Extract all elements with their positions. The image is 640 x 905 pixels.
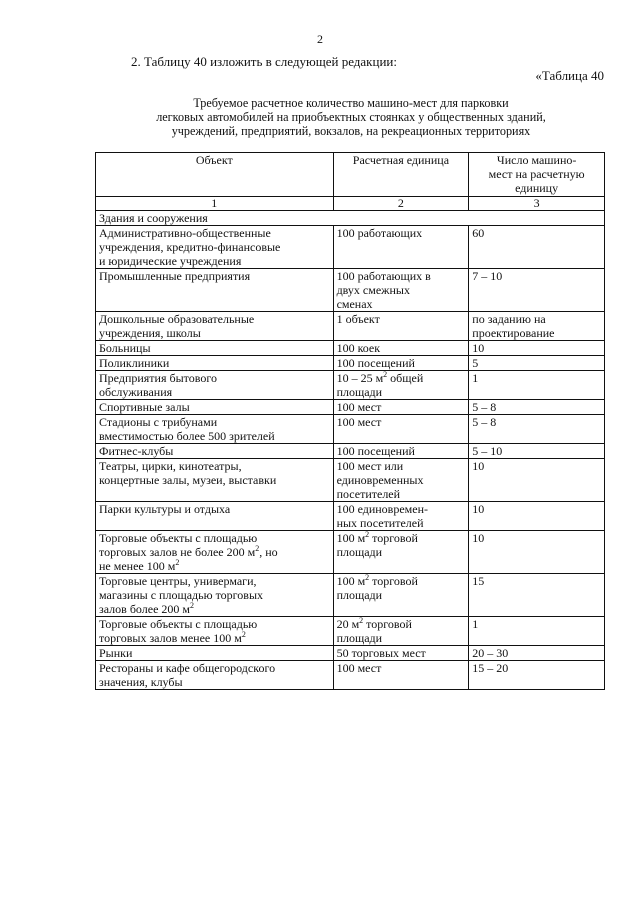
value-cell bbox=[469, 459, 605, 502]
cell-line: 1 bbox=[472, 371, 479, 385]
value-cell bbox=[469, 371, 605, 400]
cell-line: 10 – 25 $м^2$ общей bbox=[336, 370, 424, 385]
table-row bbox=[96, 226, 605, 269]
header-line: Расчетная единица bbox=[352, 153, 450, 167]
header-line: мест на расчетную bbox=[488, 167, 585, 181]
column-number-row bbox=[96, 197, 605, 211]
cell-line: обслуживания bbox=[99, 385, 173, 399]
cell-line: 5 – 10 bbox=[472, 444, 503, 458]
value-cell bbox=[469, 502, 605, 531]
header-unit bbox=[333, 153, 469, 197]
object-cell bbox=[96, 574, 334, 617]
cell-line: и юридические учреждения bbox=[99, 254, 242, 268]
cell-line: 10 bbox=[472, 531, 485, 545]
cell-line: учреждения, кредитно-финансовые bbox=[99, 240, 281, 254]
cell-line: 100 мест bbox=[336, 661, 382, 675]
unit-cell bbox=[333, 574, 469, 617]
section-title: Здания и сооружения bbox=[96, 211, 605, 226]
unit-cell bbox=[333, 341, 469, 356]
cell-line: 10 bbox=[472, 502, 485, 516]
unit-cell bbox=[333, 444, 469, 459]
cell-line: 100 работающих bbox=[336, 226, 423, 240]
cell-line: Фитнес-клубы bbox=[99, 444, 174, 458]
unit-cell bbox=[333, 226, 469, 269]
cell-line: 100 единовремен- bbox=[336, 502, 429, 516]
cell-line: 100 $м^2$ торговой bbox=[336, 530, 418, 545]
table-row bbox=[96, 312, 605, 341]
parking-norms-table bbox=[95, 152, 605, 690]
cell-line: торговых залов менее 100 $м^2$ bbox=[99, 630, 246, 645]
cell-line: по заданию на bbox=[472, 312, 546, 326]
cell-line: 1 объект bbox=[336, 312, 380, 326]
object-cell bbox=[96, 341, 334, 356]
cell-line: 100 посещений bbox=[336, 356, 415, 370]
cell-line: 100 мест bbox=[336, 400, 382, 414]
object-cell bbox=[96, 661, 334, 690]
heading-line: Требуемое расчетное количество машино-мест для парковки bbox=[193, 96, 509, 110]
object-cell bbox=[96, 459, 334, 502]
cell-line: 100 мест или bbox=[336, 459, 404, 473]
cell-line: площади bbox=[336, 588, 383, 602]
cell-line: площади bbox=[336, 385, 383, 399]
cell-line: Торговые центры, универмаги, bbox=[99, 574, 257, 588]
cell-line: 50 торговых мест bbox=[336, 646, 426, 660]
value-cell bbox=[469, 341, 605, 356]
table-body bbox=[96, 211, 605, 690]
amendment-instruction: 2. Таблицу 40 изложить в следующей редакции: bbox=[131, 54, 397, 69]
table-row bbox=[96, 269, 605, 312]
cell-line: единовременных bbox=[336, 473, 424, 487]
table-caption: «Таблица 40 bbox=[535, 68, 604, 83]
cell-line: площади bbox=[336, 631, 383, 645]
cell-line: 5 bbox=[472, 356, 479, 370]
table-row bbox=[96, 415, 605, 444]
table-row bbox=[96, 341, 605, 356]
object-cell bbox=[96, 646, 334, 661]
cell-line: 60 bbox=[472, 226, 485, 240]
unit-cell bbox=[333, 661, 469, 690]
cell-line: 20 $м^2$ торговой bbox=[336, 616, 412, 631]
column-number: 3 bbox=[469, 197, 605, 211]
cell-line: 100 $м^2$ торговой bbox=[336, 573, 418, 588]
unit-cell bbox=[333, 269, 469, 312]
value-cell bbox=[469, 415, 605, 444]
cell-line: площади bbox=[336, 545, 383, 559]
section-row bbox=[96, 211, 605, 226]
unit-cell bbox=[333, 502, 469, 531]
object-cell bbox=[96, 502, 334, 531]
column-number: 1 bbox=[96, 197, 334, 211]
object-cell bbox=[96, 371, 334, 400]
table-row bbox=[96, 646, 605, 661]
cell-line: сменах bbox=[336, 297, 373, 311]
value-cell bbox=[469, 661, 605, 690]
cell-line: значения, клубы bbox=[99, 675, 183, 689]
cell-line: 5 – 8 bbox=[472, 415, 497, 429]
unit-cell bbox=[333, 415, 469, 444]
value-cell bbox=[469, 531, 605, 574]
cell-line: 100 мест bbox=[336, 415, 382, 429]
object-cell bbox=[96, 312, 334, 341]
value-cell bbox=[469, 444, 605, 459]
cell-line: вместимостью более 500 зрителей bbox=[99, 429, 275, 443]
object-cell bbox=[96, 226, 334, 269]
cell-line: 1 bbox=[472, 617, 479, 631]
object-cell bbox=[96, 400, 334, 415]
table-row bbox=[96, 356, 605, 371]
cell-line: учреждения, школы bbox=[99, 326, 201, 340]
header-value bbox=[469, 153, 605, 197]
heading-line: учреждений, предприятий, вокзалов, на рекреационных территориях bbox=[171, 124, 531, 138]
cell-line: ных посетителей bbox=[336, 516, 424, 530]
unit-cell bbox=[333, 646, 469, 661]
header-object bbox=[96, 153, 334, 197]
cell-line: 10 bbox=[472, 341, 485, 355]
cell-line: 15 bbox=[472, 574, 485, 588]
table-row bbox=[96, 617, 605, 646]
heading-line: легковых автомобилей на приобъектных стоянках у общественных зданий, bbox=[156, 110, 546, 124]
cell-line: 100 посещений bbox=[336, 444, 415, 458]
object-cell bbox=[96, 444, 334, 459]
cell-line: магазины с площадью торговых bbox=[99, 588, 264, 602]
cell-line: концертные залы, музеи, выставки bbox=[99, 473, 277, 487]
object-cell bbox=[96, 415, 334, 444]
cell-line: торговых залов не более 200 $м^2$, но bbox=[99, 544, 278, 559]
cell-line: не менее 100 $м^2$ bbox=[99, 558, 180, 573]
object-cell bbox=[96, 356, 334, 371]
table-heading bbox=[96, 96, 606, 138]
value-cell bbox=[469, 269, 605, 312]
cell-line: Административно-общественные bbox=[99, 226, 271, 240]
value-cell bbox=[469, 574, 605, 617]
cell-line: Предприятия бытового bbox=[99, 371, 217, 385]
cell-line: Торговые объекты с площадью bbox=[99, 617, 258, 631]
cell-line: Дошкольные образовательные bbox=[99, 312, 255, 326]
unit-cell bbox=[333, 531, 469, 574]
cell-line: 100 работающих в bbox=[336, 269, 431, 283]
cell-line: залов более 200 $м^2$ bbox=[99, 601, 195, 616]
cell-line: Спортивные залы bbox=[99, 400, 190, 414]
cell-line: Парки культуры и отдыха bbox=[99, 502, 231, 516]
value-cell bbox=[469, 312, 605, 341]
cell-line: Стадионы с трибунами bbox=[99, 415, 218, 429]
value-cell bbox=[469, 356, 605, 371]
cell-line: 100 коек bbox=[336, 341, 381, 355]
page-number: 2 bbox=[317, 32, 323, 46]
cell-line: 10 bbox=[472, 459, 485, 473]
cell-line: Рестораны и кафе общегородского bbox=[99, 661, 276, 675]
table-row bbox=[96, 531, 605, 574]
value-cell bbox=[469, 617, 605, 646]
cell-line: посетителей bbox=[336, 487, 401, 501]
cell-line: проектирование bbox=[472, 326, 555, 340]
table-header-row bbox=[96, 153, 605, 197]
header-line: единицу bbox=[515, 181, 559, 195]
table-row bbox=[96, 459, 605, 502]
cell-line: Больницы bbox=[99, 341, 151, 355]
header-line: Объект bbox=[195, 153, 233, 167]
table-row bbox=[96, 371, 605, 400]
cell-line: двух смежных bbox=[336, 283, 410, 297]
column-number: 2 bbox=[333, 197, 469, 211]
cell-line: Поликлиники bbox=[99, 356, 170, 370]
unit-cell bbox=[333, 400, 469, 415]
unit-cell bbox=[333, 371, 469, 400]
value-cell bbox=[469, 400, 605, 415]
cell-line: 7 – 10 bbox=[472, 269, 503, 283]
object-cell bbox=[96, 269, 334, 312]
cell-line: Театры, цирки, кинотеатры, bbox=[99, 459, 242, 473]
cell-line: 5 – 8 bbox=[472, 400, 497, 414]
cell-line: Промышленные предприятия bbox=[99, 269, 251, 283]
table-row bbox=[96, 661, 605, 690]
unit-cell bbox=[333, 617, 469, 646]
table-row bbox=[96, 400, 605, 415]
object-cell bbox=[96, 617, 334, 646]
cell-line: Рынки bbox=[99, 646, 133, 660]
table-row bbox=[96, 444, 605, 459]
cell-line: Торговые объекты с площадью bbox=[99, 531, 258, 545]
table-row bbox=[96, 502, 605, 531]
unit-cell bbox=[333, 356, 469, 371]
header-line: Число машино- bbox=[496, 153, 577, 167]
cell-line: 20 – 30 bbox=[472, 646, 509, 660]
value-cell bbox=[469, 646, 605, 661]
cell-line: 15 – 20 bbox=[472, 661, 509, 675]
table-row bbox=[96, 574, 605, 617]
value-cell bbox=[469, 226, 605, 269]
unit-cell bbox=[333, 459, 469, 502]
unit-cell bbox=[333, 312, 469, 341]
object-cell bbox=[96, 531, 334, 574]
